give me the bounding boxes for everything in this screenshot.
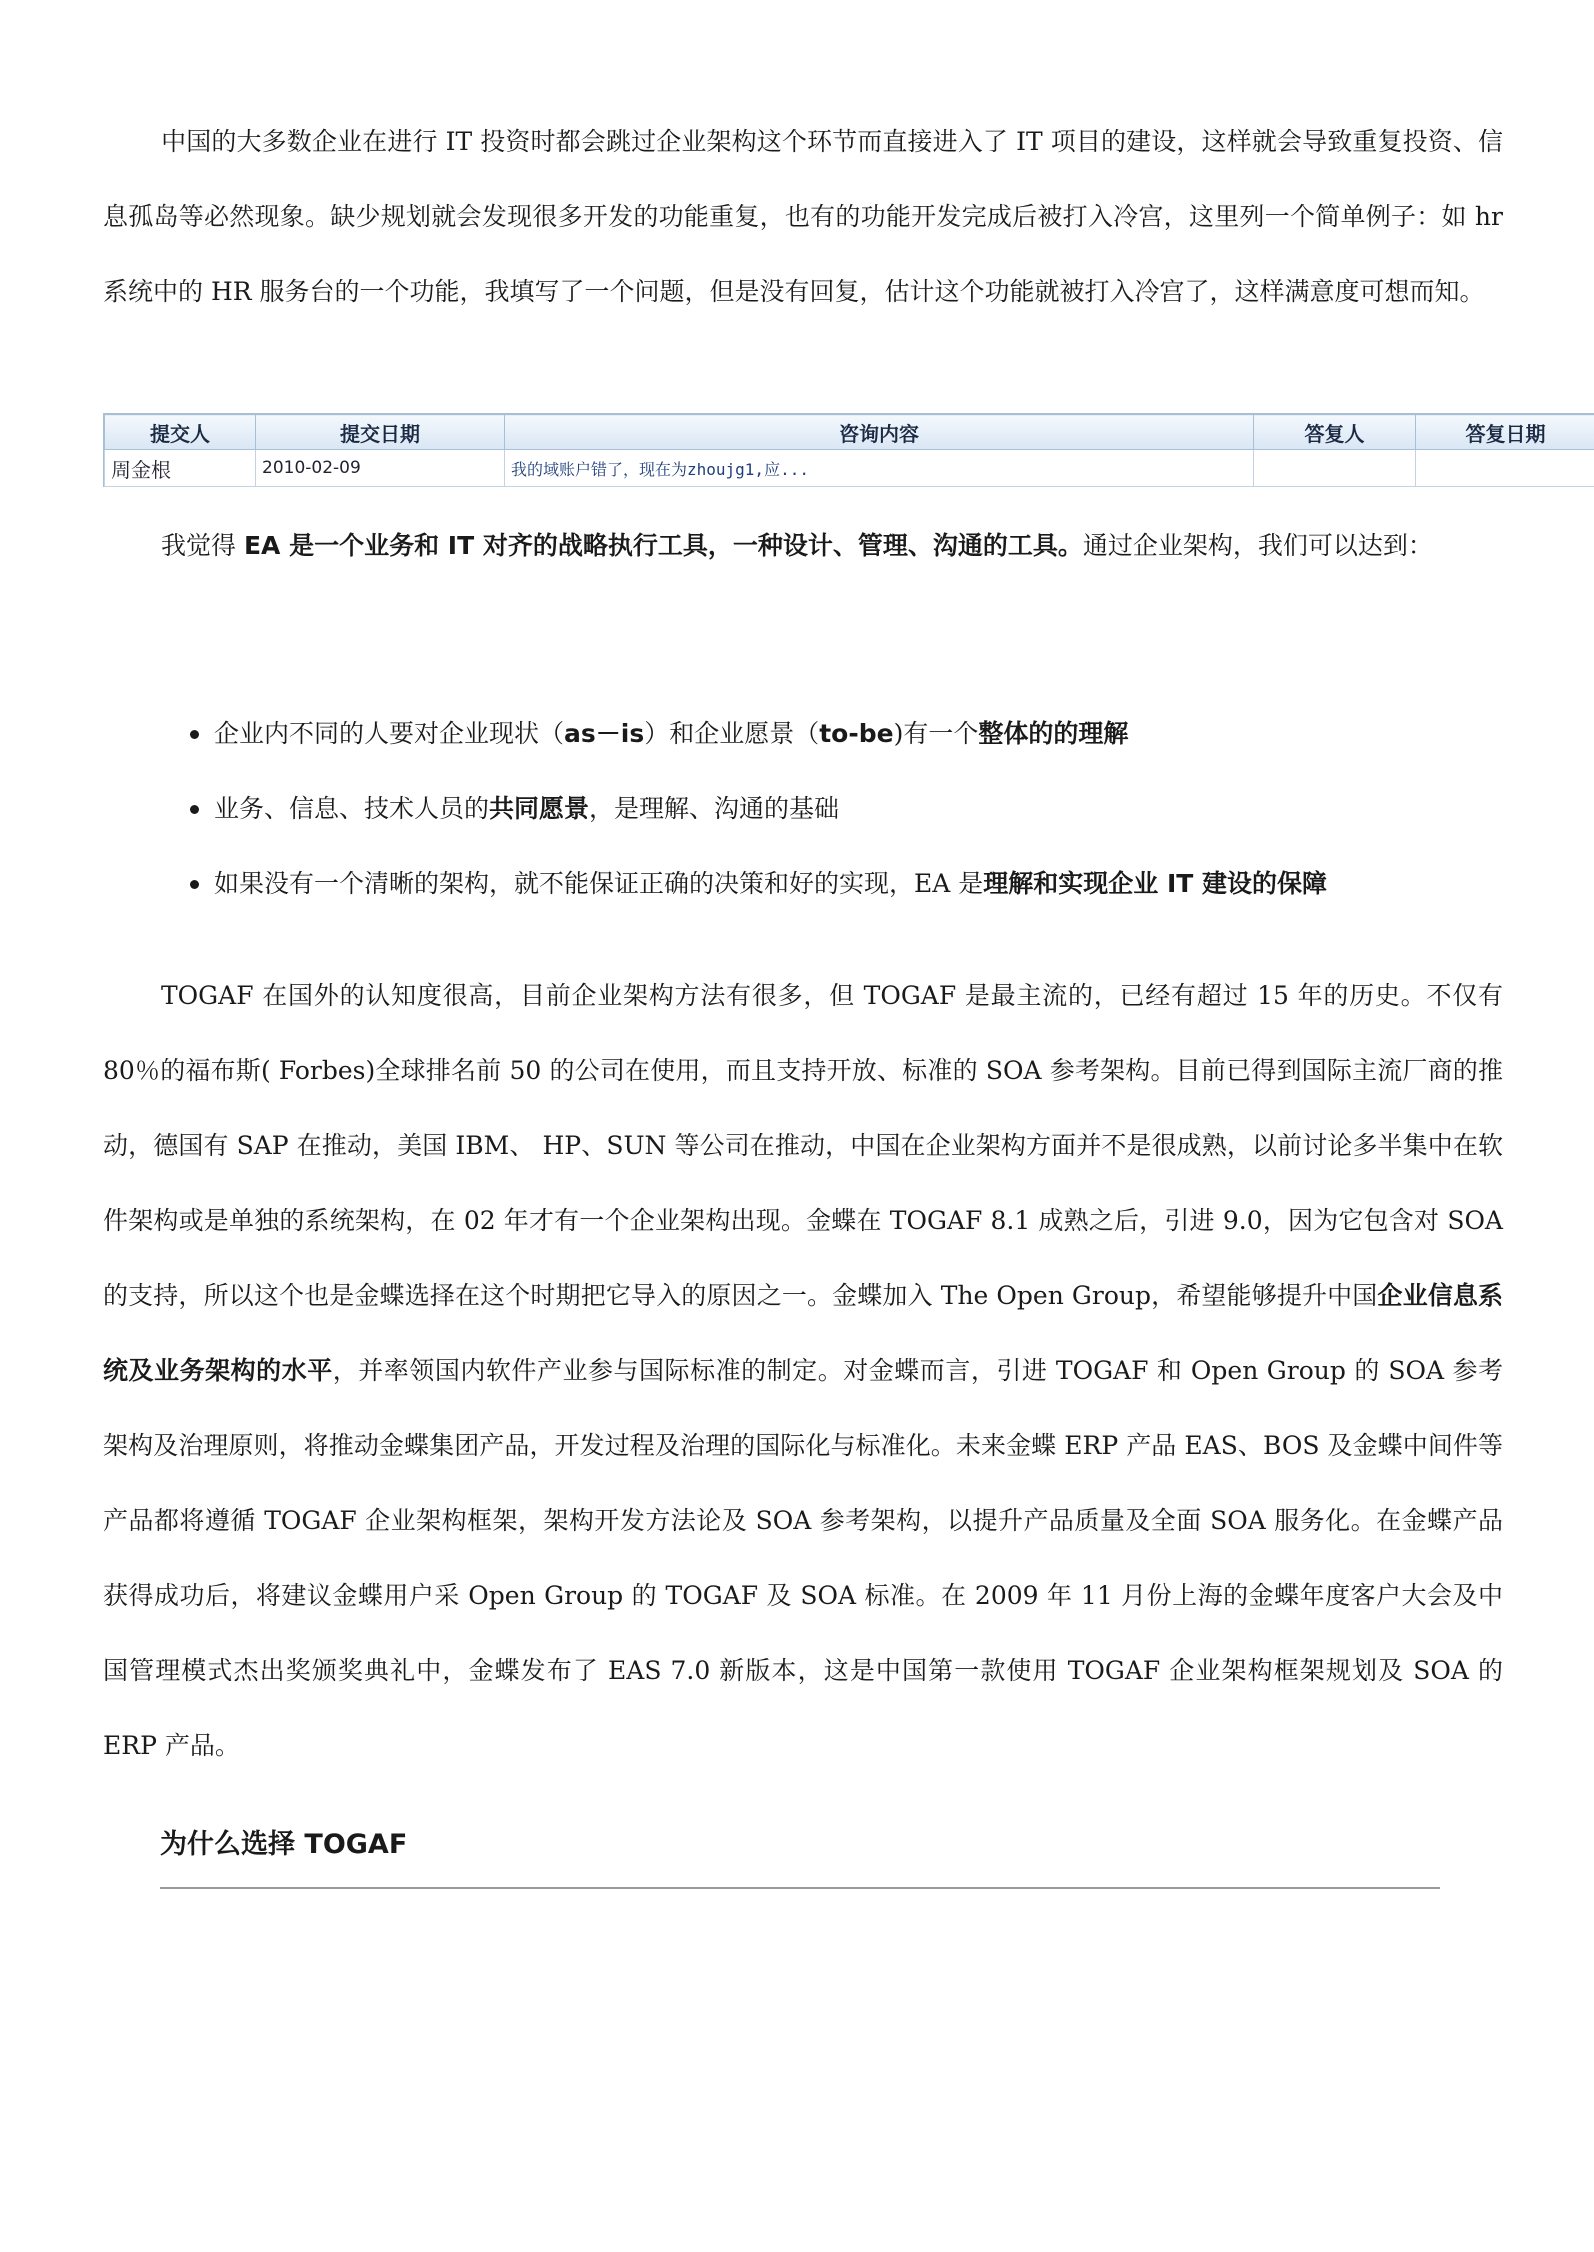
header-reply-date: 答复日期 — [1416, 415, 1594, 450]
header-submitter: 提交人 — [105, 415, 256, 450]
inquiry-table — [104, 414, 1594, 487]
header-replier: 答复人 — [1254, 415, 1416, 450]
cell-reply-date — [1416, 450, 1594, 487]
header-inquiry-content: 咨询内容 — [505, 415, 1254, 450]
togaf-paragraph: TOGAF 在国外的认知度很高，目前企业架构方法有很多，但 TOGAF 是最主流的，已经有超过 15 年的历史。不仅有 80％的福布斯( Forbes)全球排名前 50 的公司在使用，而且支持开放、标准的 SOA 参考架构。目前已得到国际主流厂商的推动，德国有 SAP 在推动，美国 IBM、 HP、SUN 等公司在推动，中国在企业架构方面并不是很成熟，以前讨论多半集中在软件架构或是单独的系统架构，在 02 年才有一个企业架构出现。金蝶在 TOGAF 8.1 成熟之后，引进 9.0，因为它包含对 SOA 的支持，所以这个也是金蝶选择在这个时期把它导入的原因之一。金蝶加入 The Open Group，希望能够提升中国企业信息系统及业务架构的水平，并率领国内软件产业参与国际标准的制定。对金蝶而言，引进 TOGAF 和 Open Group 的 SOA 参考架构及治理原则，将推动金蝶集团产品，开发过程及治理的国际化与标准化。未来金蝶 ERP 产品 EAS、BOS 及金蝶中间件等产品都将遵循 TOGAF 企业架构框架，架构开发方法论及 SOA 参考架构，以提升产品质量及全面 SOA 服务化。在金蝶产品获得成功后，将建议金蝶用户采 Open Group 的 TOGAF 及 SOA 标准。在 2009 年 11 月份上海的金蝶年度客户大会及中国管理模式杰出奖颁奖典礼中，金蝶发布了 EAS 7.0 新版本，这是中国第一款使用 TOGAF 企业架构框架规划及 SOA 的 ERP 产品。 — [103, 981, 1503, 1760]
list-item: 业务、信息、技术人员的共同愿景，是理解、沟通的基础 — [186, 771, 1536, 846]
table-header-row — [105, 415, 1594, 450]
cell-submit-date: 2010-02-09 — [256, 450, 505, 487]
hr-service-desk-screenshot — [103, 413, 1594, 487]
cell-submitter: 周金根 — [105, 450, 256, 487]
intro-paragraph: 中国的大多数企业在进行 IT 投资时都会跳过企业架构这个环节而直接进入了 IT 项目的建设，这样就会导致重复投资、信息孤岛等必然现象。缺少规划就会发现很多开发的功能重复，也有的功能开发完成后被打入冷宫，这里列一个简单例子：如 hr 系统中的 HR 服务台的一个功能，我填写了一个问题，但是没有回复，估计这个功能就被打入冷宫了，这样满意度可想而知。 — [103, 127, 1503, 306]
list-item: 企业内不同的人要对企业现状（as－is）和企业愿景（to-be)有一个整体的的理解 — [186, 696, 1536, 771]
ea-benefits-list — [186, 696, 1536, 921]
list-item: 如果没有一个清晰的架构，就不能保证正确的决策和好的实现，EA 是理解和实现企业 IT 建设的保障 — [186, 846, 1536, 921]
cell-inquiry-content: 我的域账户错了，现在为zhoujg1,应... — [505, 450, 1254, 487]
table-row — [105, 450, 1594, 487]
section-divider — [160, 1887, 1440, 1889]
cell-replier — [1254, 450, 1416, 487]
header-submit-date: 提交日期 — [256, 415, 505, 450]
section-title: 为什么选择 TOGAF — [160, 1829, 408, 1860]
ea-definition-paragraph: 我觉得 EA 是一个业务和 IT 对齐的战略执行工具，一种设计、管理、沟通的工具。通过企业架构，我们可以达到： — [161, 531, 1433, 560]
